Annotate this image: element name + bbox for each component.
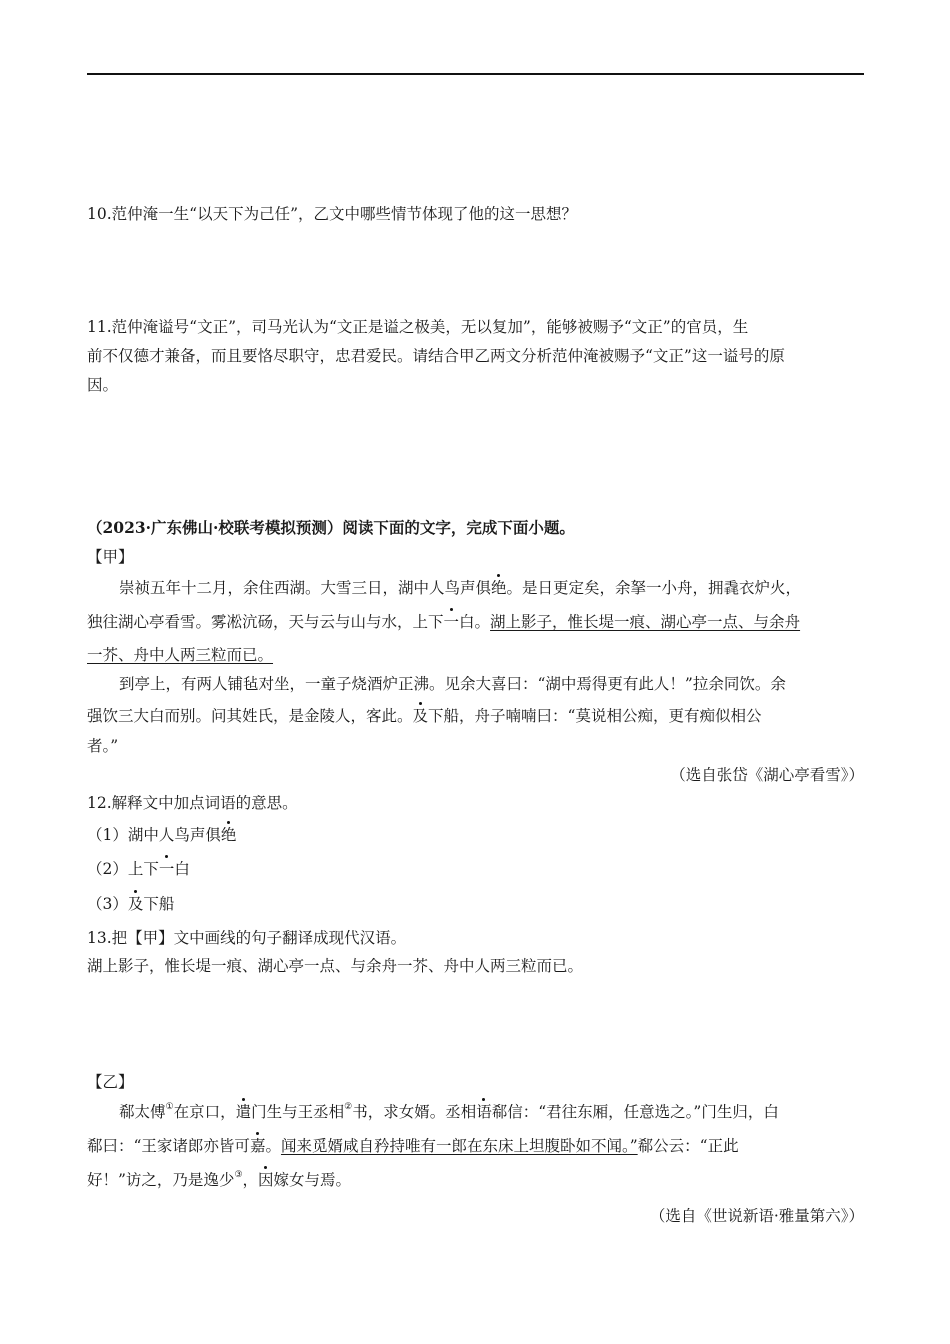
emphasis-dot-char: 及 <box>127 895 144 913</box>
section-header: （2023·广东佛山·校联考模拟预测）阅读下面的文字，完成下面小题。 <box>87 518 575 537</box>
jia-p1-line-1: 崇祯五年十二月，余住西湖。大雪三日，湖中人鸟声俱绝。是日更定矣，余拏一小舟，拥毳衣炉火， <box>119 579 802 597</box>
yi-label: 【乙】 <box>87 1073 134 1091</box>
question-11-line-1: 11.范仲淹谥号“文正”，司马光认为“文正是谥之极美，无以复加”，能够被赐予“文正”的官员，生 <box>87 318 749 336</box>
emphasis-dot-char: 因 <box>258 1171 274 1189</box>
question-12-item-3: （3）及下船 <box>87 895 175 913</box>
question-10: 10.范仲淹一生“以天下为己任”，乙文中哪些情节体现了他的这一思想？ <box>87 205 578 223</box>
emphasis-dot-char: 一 <box>158 860 175 878</box>
jia-p1-line-2: 独往湖心亭看雪。雾凇沆砀，天与云与山与水，上下一白。湖上影子，惟长堤一痕、湖心亭一点、与余舟 <box>87 613 801 631</box>
question-13-sentence: 湖上影子，惟长堤一痕、湖心亭一点、与余舟一芥、舟中人两三粒而已。 <box>87 957 584 975</box>
yi-line-2: 郗曰：“王家诸郎亦皆可嘉。闻来觅婿咸自矜持唯有一郎在东床上坦腹卧如不闻。”郗公云：“正此 <box>87 1137 739 1155</box>
jia-p2-line-3: 者。” <box>87 737 119 755</box>
emphasis-dot-char: 绝 <box>491 579 507 597</box>
yi-line-1: 郗太傅①在京口，遣门生与王丞相②书，求女婿。丞相语郗信：“君往东厢，任意选之。”门生归，白 <box>119 1101 779 1121</box>
jia-p1-line-3 <box>87 644 864 666</box>
header-rule <box>87 73 864 75</box>
yi-source: （选自《世说新语·雅量第六》） <box>649 1207 864 1225</box>
question-11-line-2: 前不仅德才兼备，而且要恪尽职守，忠君爱民。请结合甲乙两文分析范仲淹被赐予“文正”这一谥号的原 <box>87 347 785 365</box>
emphasis-dot-char: 及 <box>412 707 429 725</box>
jia-p2-line-1: 到亭上，有两人铺毡对坐，一童子烧酒炉正沸。见余大喜曰：“湖中焉得更有此人！”拉余同饮。余 <box>119 675 786 693</box>
underlined-sentence: 湖上影子，惟长堤一痕、湖心亭一点、与余舟 <box>490 613 801 631</box>
jia-source: （选自张岱《湖心亭看雪》） <box>670 766 864 784</box>
underlined-sentence: 一芥、舟中人两三粒而已。 <box>87 646 274 664</box>
yi-line-3: 好！”访之，乃是逸少③，因嫁女与焉。 <box>87 1169 352 1189</box>
question-12-title: 12.解释文中加点词语的意思。 <box>87 794 298 812</box>
emphasis-dot-char: 语 <box>476 1103 492 1121</box>
jia-label: 【甲】 <box>87 548 134 566</box>
question-11-line-3: 因。 <box>87 376 119 394</box>
underlined-sentence: 闻来觅婿咸自矜持唯有一郎在东床上坦腹卧如不闻。” <box>280 1137 638 1155</box>
emphasis-dot-char: 一 <box>443 613 460 631</box>
question-12-item-1: （1）湖中人鸟声俱绝 <box>87 826 237 844</box>
emphasis-dot-char: 绝 <box>220 826 237 844</box>
question-13-title: 13.把【甲】文中画线的句子翻译成现代汉语。 <box>87 929 407 947</box>
emphasis-dot-char: 遣 <box>235 1103 252 1121</box>
emphasis-dot-char: 嘉 <box>249 1137 266 1155</box>
question-12-item-2: （2）上下一白 <box>87 860 190 878</box>
jia-p2-line-2: 强饮三大白而别。问其姓氏，是金陵人，客此。及下船，舟子喃喃曰：“莫说相公痴，更有痴似相公 <box>87 707 762 725</box>
